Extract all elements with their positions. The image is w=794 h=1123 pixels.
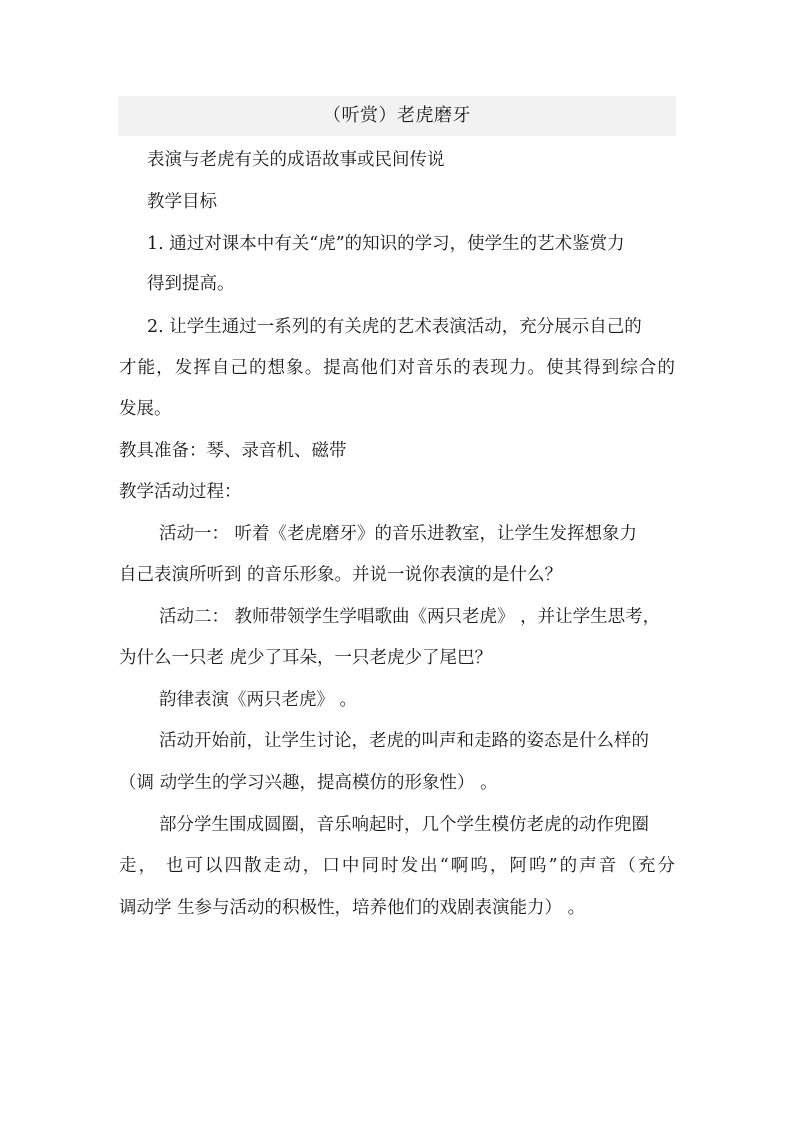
text-line: 教具准备：琴、录音机、磁带	[119, 441, 347, 461]
text-line: 部分学生围成圆圈，音乐响起时，几个学生模仿老虎的动作兜圈	[159, 815, 649, 835]
text-line: 走， 也可以四散走动，口中同时发出“啊呜，阿呜”的声音（充分	[119, 856, 675, 876]
document-title: （听赏）老虎磨牙	[323, 105, 471, 126]
text-line: 1. 通过对课本中有关“虎”的知识的学习，使学生的艺术鉴赏力	[147, 234, 625, 254]
section-heading: 教学活动过程：	[119, 482, 242, 502]
text-line: 韵律表演《两只老虎》 。	[159, 690, 358, 710]
section-heading: 教学目标	[147, 192, 217, 212]
text-line: 为什么一只老 虎少了耳朵，一只老虎少了尾巴？	[119, 648, 493, 668]
text-line: （调 动学生的学习兴趣，提高模仿的形象性） 。	[119, 773, 498, 793]
text-line: 发展。	[119, 399, 172, 419]
text-line: 活动二： 教师带领学生学唱歌曲《两只老虎》 ，并让学生思考，	[159, 607, 661, 627]
text-line: 才能，发挥自己的想象。提高他们对音乐的表现力。使其得到综合的	[119, 358, 675, 378]
text-line: 表演与老虎有关的成语故事或民间传说	[147, 150, 445, 170]
text-line: 活动一： 听着《老虎磨牙》的音乐进教室，让学生发挥想象力	[159, 524, 638, 544]
text-line: 调动学 生参与活动的积极性，培养他们的戏剧表演能力） 。	[119, 898, 586, 918]
text-line: 活动开始前，让学生讨论，老虎的叫声和走路的姿态是什么样的	[159, 731, 649, 751]
text-line: 2. 让学生通过一系列的有关虎的艺术表演活动，充分展示自己的	[147, 317, 642, 337]
text-line: 自己表演所听到 的音乐形象。并说一说你表演的是什么？	[119, 565, 563, 585]
text-line: 得到提高。	[147, 274, 235, 294]
